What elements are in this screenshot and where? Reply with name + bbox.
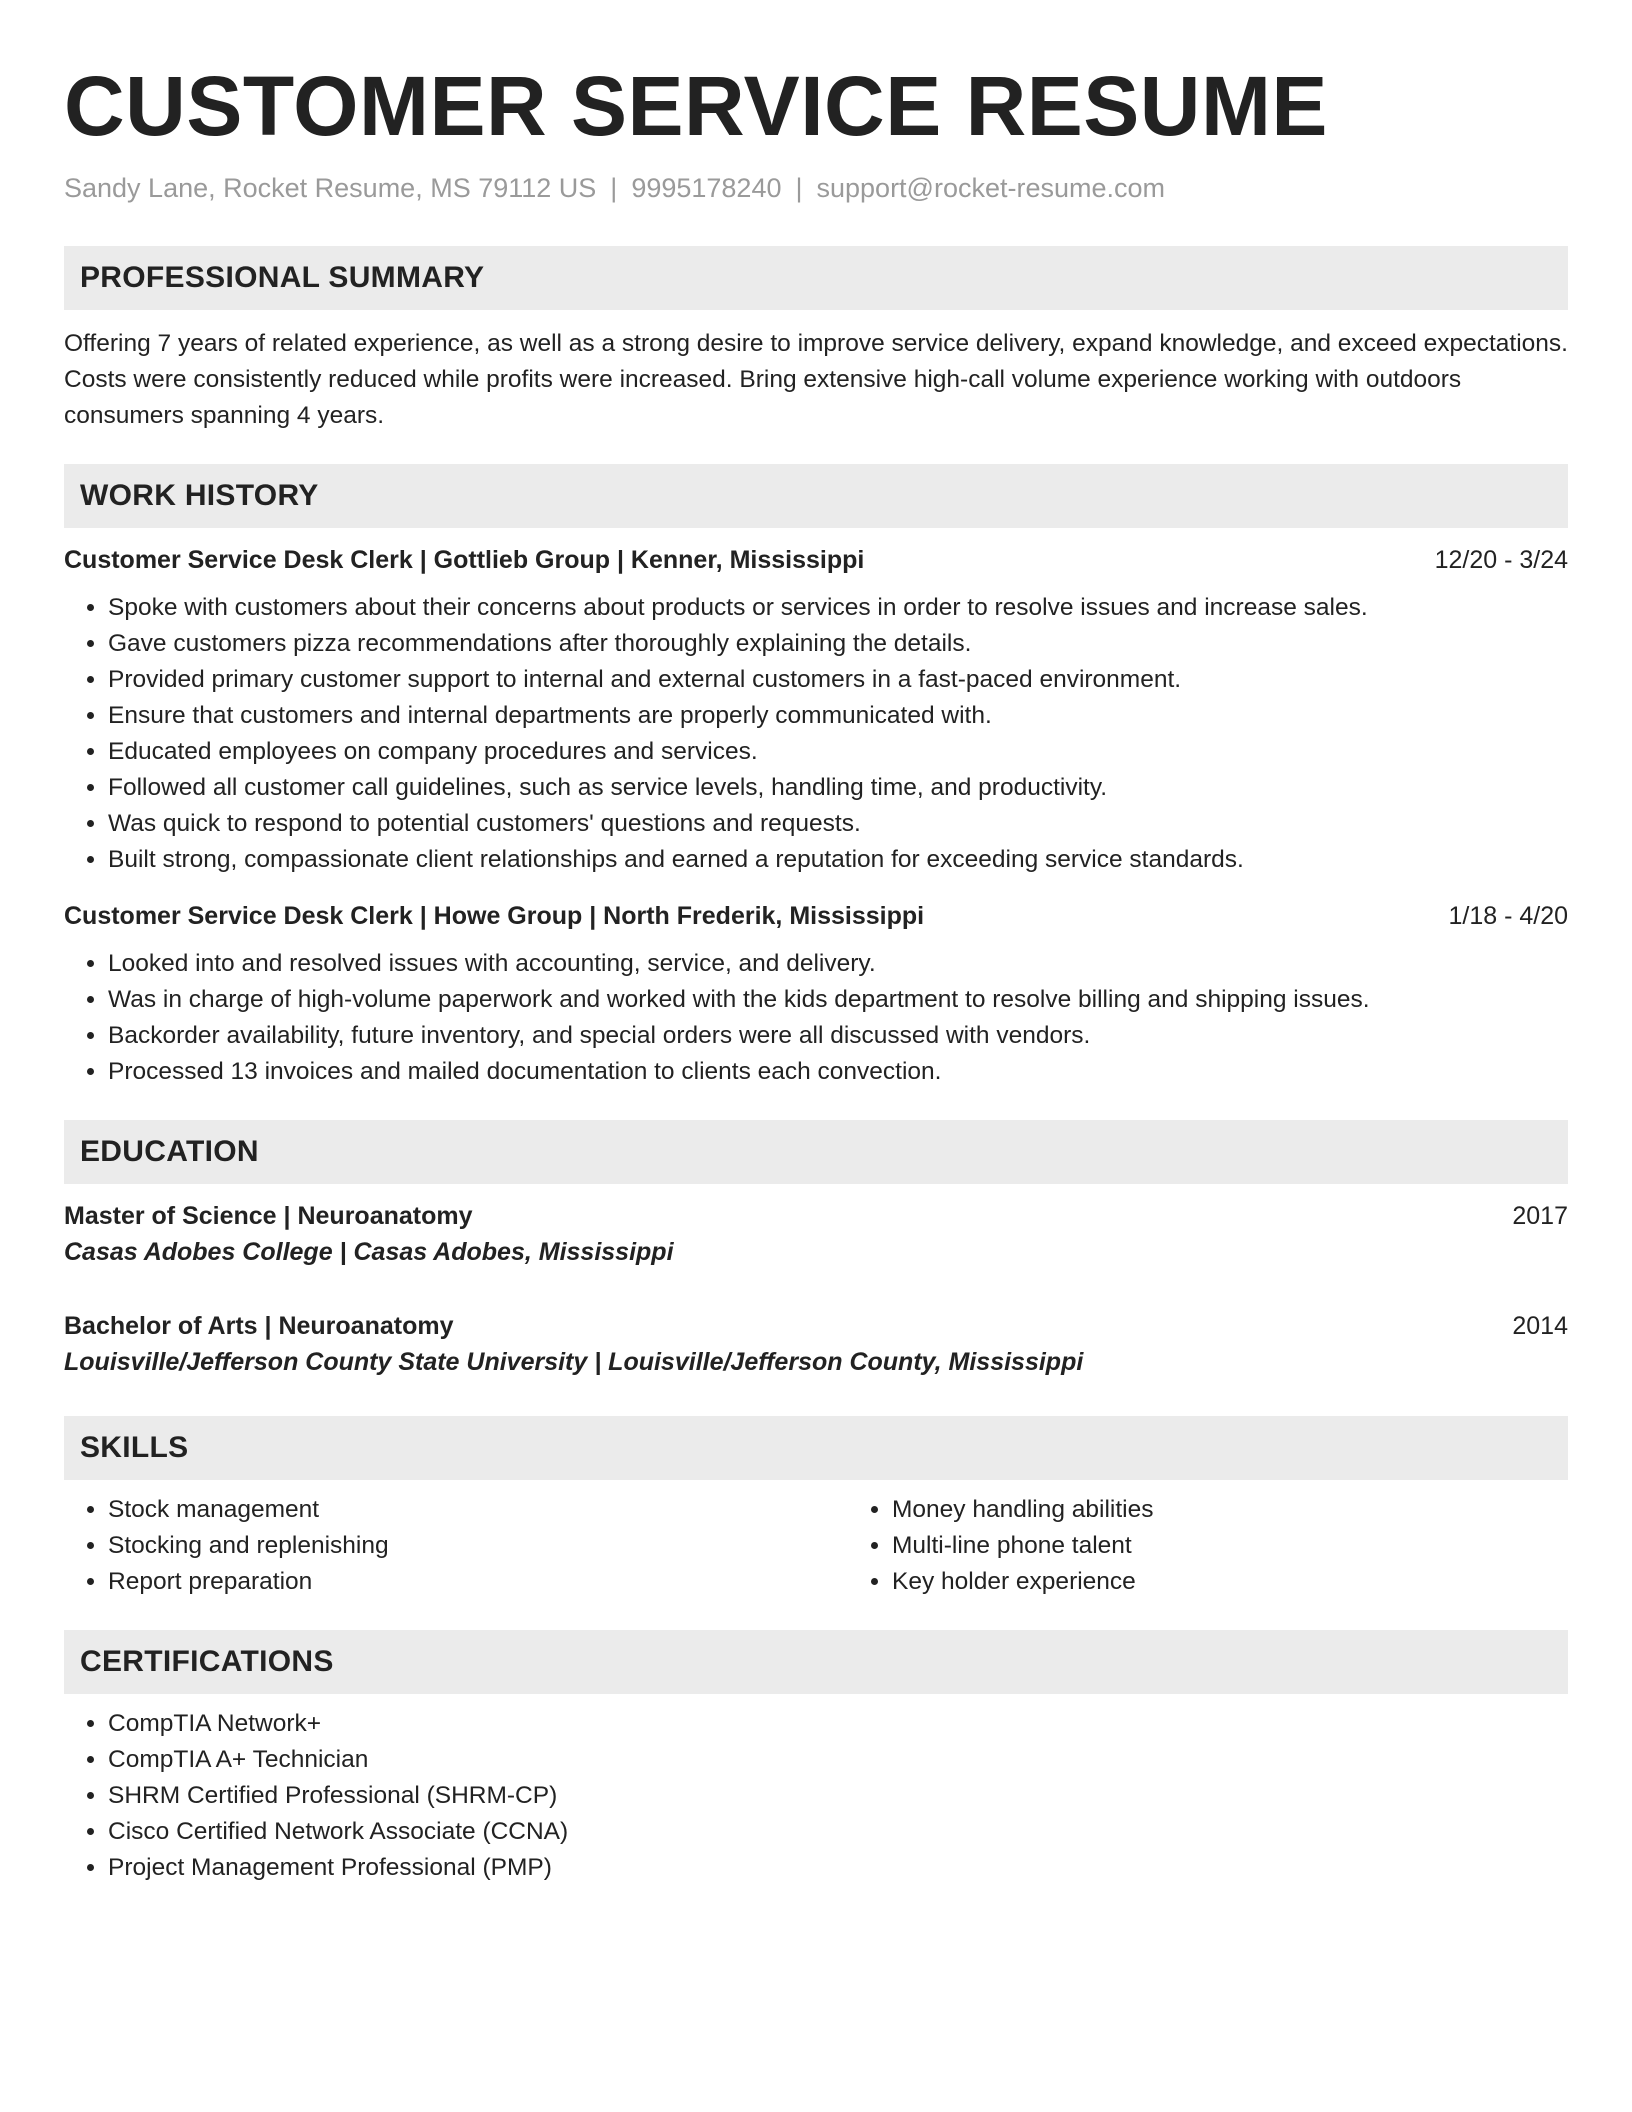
- summary-text: Offering 7 years of related experience, as well as a strong desire to improve service delivery, expand knowledge, and exceed expectations. Costs were consistently reduced while profits were increased. Bring extensive high-call volume experience working with outdoors consumers spanning 4 years.: [64, 330, 1568, 429]
- job-bullet: • Ensure that customers and internal departments are properly communicated with.: [108, 698, 1568, 734]
- certification-item: • Project Management Professional (PMP): [108, 1850, 1568, 1886]
- certification-item: • Cisco Certified Network Associate (CCNA): [108, 1814, 1568, 1850]
- education-header: [64, 1308, 1568, 1344]
- education-entry: [64, 1198, 1568, 1270]
- section-heading-education: EDUCATION: [64, 1120, 1568, 1184]
- skills-column: [848, 1492, 1568, 1600]
- job-bullet: • Was quick to respond to potential customers' questions and requests.: [108, 806, 1568, 842]
- education-degree: Bachelor of Arts | Neuroanatomy: [64, 1312, 454, 1340]
- job-header: [64, 542, 1568, 578]
- job-bullet: • Processed 13 invoices and mailed documentation to clients each convection.: [108, 1054, 1568, 1090]
- skill-item: • Money handling abilities: [892, 1492, 1568, 1528]
- contact-line: [64, 168, 1568, 208]
- job-bullets: [64, 946, 1568, 1090]
- education-school: Louisville/Jefferson County State University | Louisville/Jefferson County, Mississippi: [64, 1348, 1084, 1376]
- skill-item: • Report preparation: [108, 1564, 848, 1600]
- skills-column: [64, 1492, 848, 1600]
- job-entry: [64, 898, 1568, 1090]
- job-bullet: • Built strong, compassionate client relationships and earned a reputation for exceeding service standards.: [108, 842, 1568, 878]
- job-bullets: [64, 590, 1568, 878]
- job-dates: 1/18 - 4/20: [1448, 902, 1568, 930]
- skills-grid: [64, 1492, 1568, 1600]
- job-entry: [64, 542, 1568, 878]
- job-bullet: • Backorder availability, future inventory, and special orders were all discussed with vendors.: [108, 1018, 1568, 1054]
- education-school: Casas Adobes College | Casas Adobes, Mississippi: [64, 1238, 674, 1266]
- section-heading-skills: SKILLS: [64, 1416, 1568, 1480]
- section-heading-work-history: WORK HISTORY: [64, 464, 1568, 528]
- job-header: [64, 898, 1568, 934]
- contact-separator: |: [610, 173, 618, 203]
- job-bullet: • Spoke with customers about their concerns about products or services in order to resolve issues and increase sales.: [108, 590, 1568, 626]
- contact-separator: |: [795, 173, 803, 203]
- job-title: Customer Service Desk Clerk | Howe Group | North Frederik, Mississippi: [64, 902, 925, 930]
- section-heading-summary: PROFESSIONAL SUMMARY: [64, 246, 1568, 310]
- resume-title: CUSTOMER SERVICE RESUME: [64, 59, 1328, 153]
- job-bullet: • Followed all customer call guidelines, such as service levels, handling time, and productivity.: [108, 770, 1568, 806]
- job-bullet: • Educated employees on company procedures and services.: [108, 734, 1568, 770]
- skill-item: • Stocking and replenishing: [108, 1528, 848, 1564]
- contact-phone: 9995178240: [631, 173, 782, 203]
- education-degree: Master of Science | Neuroanatomy: [64, 1202, 473, 1230]
- job-bullet: • Was in charge of high-volume paperwork and worked with the kids department to resolve billing and shipping issues.: [108, 982, 1568, 1018]
- education-year: 2014: [1512, 1312, 1568, 1340]
- education-year: 2017: [1512, 1202, 1568, 1230]
- job-dates: 12/20 - 3/24: [1434, 546, 1568, 574]
- certification-list: [64, 1706, 1568, 1886]
- job-bullet: • Looked into and resolved issues with accounting, service, and delivery.: [108, 946, 1568, 982]
- contact-email: support@rocket-resume.com: [816, 173, 1166, 203]
- skill-item: • Key holder experience: [892, 1564, 1568, 1600]
- skill-item: • Multi-line phone talent: [892, 1528, 1568, 1564]
- contact-address: Sandy Lane, Rocket Resume, MS 79112 US: [64, 173, 597, 203]
- education-entry: [64, 1308, 1568, 1380]
- section-heading-certifications: CERTIFICATIONS: [64, 1630, 1568, 1694]
- skill-item: • Stock management: [108, 1492, 848, 1528]
- certification-item: • CompTIA A+ Technician: [108, 1742, 1568, 1778]
- certification-item: • SHRM Certified Professional (SHRM-CP): [108, 1778, 1568, 1814]
- certification-item: • CompTIA Network+: [108, 1706, 1568, 1742]
- education-header: [64, 1198, 1568, 1234]
- job-bullet: • Gave customers pizza recommendations after thoroughly explaining the details.: [108, 626, 1568, 662]
- job-bullet: • Provided primary customer support to internal and external customers in a fast-paced environment.: [108, 662, 1568, 698]
- job-title: Customer Service Desk Clerk | Gottlieb Group | Kenner, Mississippi: [64, 546, 865, 574]
